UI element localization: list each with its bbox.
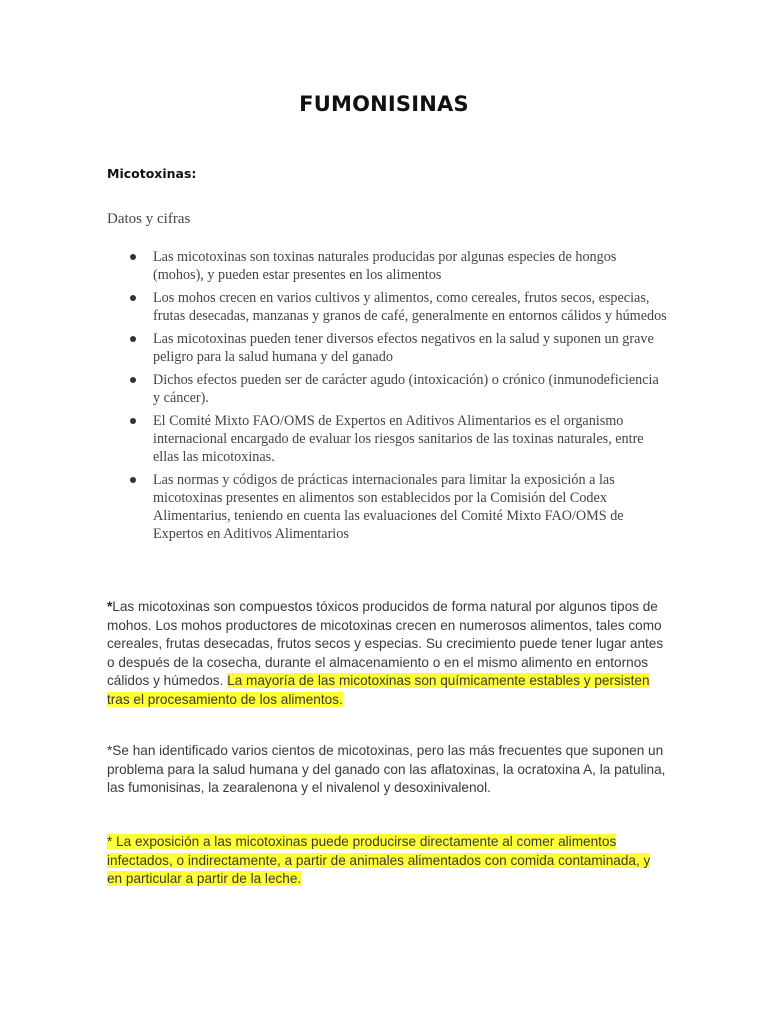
asterisk: *	[107, 599, 113, 614]
section-label: Datos y cifras	[107, 211, 191, 227]
list-item: Las micotoxinas son toxinas naturales producidas por algunas especies de hongos (mohos), y pueden estar presentes en los alimentos	[107, 248, 667, 284]
document-title: FUMONISINAS	[299, 92, 469, 116]
bullet-icon	[130, 418, 136, 424]
highlighted-text: La mayoría de las micotoxinas son químicamente estables y persisten tras el procesamiento de los alimentos.	[107, 673, 650, 707]
paragraph-2: *Se han identificado varios cientos de micotoxinas, pero las más frecuentes que suponen un problema para la salud humana y del ganado con las aflatoxinas, la ocratoxina A, la patulina, las fumonisinas, la zearalenona y el nivalenol y desoxinivalenol.	[107, 743, 666, 795]
list-item: Las micotoxinas pueden tener diversos efectos negativos en la salud y suponen un grave peligro para la salud humana y del ganado	[107, 330, 667, 366]
paragraph-1-text: Las micotoxinas son compuestos tóxicos producidos de forma natural por algunos tipos de mohos. Los mohos productores de micotoxinas crecen en numerosos alimentos, tales como cereales, frutas desecadas, frutos secos y especias. Su crecimiento puede tener lugar antes o después de la cosecha, durante el almacenamiento o en el mismo alimento en entornos cálidos y húmedos.	[107, 599, 664, 688]
subheading: Micotoxinas:	[107, 166, 197, 181]
list-item: Los mohos crecen en varios cultivos y alimentos, como cereales, frutos secos, especias, frutas desecadas, manzanas y granos de café, generalmente en entornos cálidos y húmedos	[107, 289, 667, 325]
bullet-icon	[130, 254, 136, 260]
bullet-icon	[130, 477, 136, 483]
bullet-icon	[130, 336, 136, 342]
facts-list	[107, 248, 667, 548]
paragraph-1	[107, 598, 667, 709]
highlighted-text: * La exposición a las micotoxinas puede producirse directamente al comer alimentos infectados, o indirectamente, a partir de animales alimentados con comida contaminada, y en particular a partir de la leche.	[107, 834, 651, 886]
bullet-icon	[130, 377, 136, 383]
list-item: Las normas y códigos de prácticas internacionales para limitar la exposición a las micotoxinas presentes en alimentos son establecidos por la Comisión del Codex Alimentarius, teniendo en cuenta las evaluaciones del Comité Mixto FAO/OMS de Expertos en Aditivos Alimentarios	[107, 471, 667, 543]
bullet-icon	[130, 295, 136, 301]
list-item: El Comité Mixto FAO/OMS de Expertos en Aditivos Alimentarios es el organismo internacional encargado de evaluar los riesgos sanitarios de las toxinas naturales, entre ellas las micotoxinas.	[107, 412, 667, 466]
list-item: Dichos efectos pueden ser de carácter agudo (intoxicación) o crónico (inmunodeficiencia y cáncer).	[107, 371, 667, 407]
paragraph-3	[107, 833, 667, 889]
